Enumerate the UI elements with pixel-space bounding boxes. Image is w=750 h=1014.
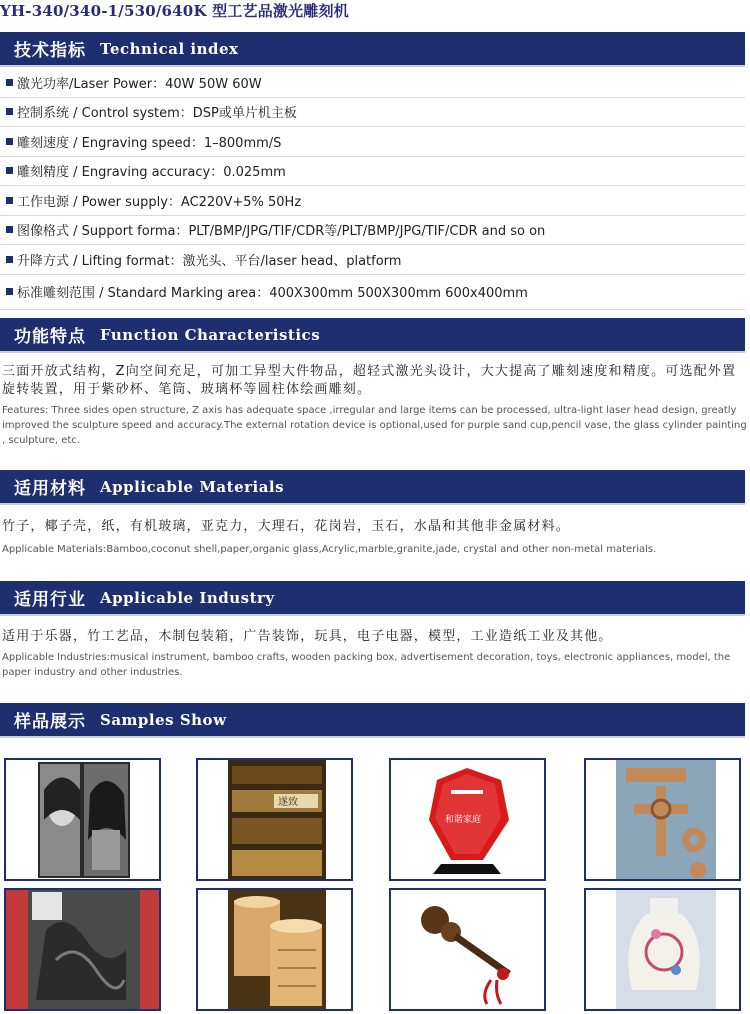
sample-gourd-flute	[389, 888, 546, 1011]
section-title-en: Samples Show	[100, 710, 227, 729]
section-title-en: Function Characteristics	[100, 325, 321, 344]
spec-text: 升降方式 / Lifting format：激光头、平台/laser head、platform	[17, 253, 402, 269]
section-header-materials	[0, 470, 745, 503]
bullet-icon	[6, 226, 13, 233]
spec-text: 激光功率/Laser Power：40W 50W 60W	[17, 76, 262, 92]
section-header-industry	[0, 581, 745, 614]
bullet-icon	[6, 197, 13, 204]
bullet-icon	[6, 167, 13, 174]
function-text-en: Features: Three sides open structure, Z axis has adequate space ,irregular and large items can be processed, ultra-light laser head design, greatly improved the sculpture speed and accuracy.The external rotation device is optional,used for purple sand cup,pencil vase, the glass cylinder painting , sculpture, etc.	[2, 405, 747, 446]
section-title-en: Applicable Materials	[100, 477, 285, 496]
spec-item	[0, 216, 745, 246]
plaque-text: 和谐家庭	[445, 815, 482, 825]
section-title-en: Technical index	[100, 39, 239, 58]
industry-text-cn: 适用于乐器，竹工艺品，木制包装箱，广告装饰，玩具，电子电器，模型，工业造纸工业及其他。	[2, 629, 613, 644]
section-title-en: Applicable Industry	[100, 588, 275, 607]
spec-item	[0, 127, 745, 157]
section-title-cn: 适用材料	[14, 479, 86, 499]
sample-porcelain-vase	[584, 888, 741, 1011]
sample-bamboo-carving	[196, 758, 353, 881]
section-header-technical	[0, 32, 745, 65]
section-title-cn: 样品展示	[14, 712, 86, 732]
sample-crystal-plaque	[389, 758, 546, 881]
materials-text-cn: 竹子，椰子壳，纸，有机玻璃，亚克力，大理石，花岗岩，玉石，水晶和其他非金属材料。	[2, 519, 571, 534]
section-title-cn: 技术指标	[14, 41, 86, 61]
bullet-icon	[6, 288, 13, 295]
section-header-function	[0, 318, 745, 351]
spec-text: 雕刻速度 / Engraving speed：1–800mm/S	[17, 135, 282, 151]
industry-text-en: Applicable Industries:musical instrument, bamboo crafts, wooden packing box, advertisement decoration, toys, electronic appliances, model, the paper industry and other industries.	[2, 652, 731, 678]
spec-text: 雕刻精度 / Engraving accuracy：0.025mm	[17, 165, 286, 181]
spec-list	[0, 68, 745, 310]
sample-portrait-engraving	[4, 758, 161, 881]
spec-text: 标准雕刻范围 / Standard Marking area：400X300mm 500X300mm 600x400mm	[17, 286, 528, 301]
bullet-icon	[6, 256, 13, 263]
materials-text-en: Applicable Materials:Bamboo,coconut shell,paper,organic glass,Acrylic,marble,granite,jade, crystal and other non-metal materials.	[2, 544, 657, 555]
section-title-cn: 功能特点	[14, 327, 86, 347]
sample-stone-carving	[4, 888, 161, 1011]
spec-text: 图像格式 / Support forma：PLT/BMP/JPG/TIF/CDR等/PLT/BMP/JPG/TIF/CDR and so on	[17, 224, 546, 240]
bullet-icon	[6, 108, 13, 115]
spec-item	[0, 186, 745, 216]
bullet-icon	[6, 79, 13, 86]
section-header-samples	[0, 703, 745, 736]
spec-text: 工作电源 / Power supply：AC220V+5% 50Hz	[17, 194, 302, 210]
page-title: YH-340/340-1/530/640K 型工艺品激光雕刻机	[0, 2, 349, 20]
sample-bamboo-cups	[196, 888, 353, 1011]
sample-wood-cutout	[584, 758, 741, 881]
spec-item	[0, 245, 745, 275]
spec-item	[0, 275, 745, 310]
spec-item	[0, 68, 745, 98]
section-title-cn: 适用行业	[14, 590, 86, 610]
function-text-cn: 三面开放式结构，Z向空间充足，可加工异型大件物品，超轻式激光头设计，大大提高了雕刻速度和精度。可选配外置旋转装置，用于紫砂杯、笔筒、玻璃杯等圆柱体绘画雕刻。	[2, 364, 737, 397]
bamboo-label: 遂致	[278, 797, 298, 808]
spec-item	[0, 98, 745, 128]
spec-item	[0, 157, 745, 187]
spec-text: 控制系统 / Control system：DSP或单片机主板	[17, 106, 297, 122]
bullet-icon	[6, 138, 13, 145]
